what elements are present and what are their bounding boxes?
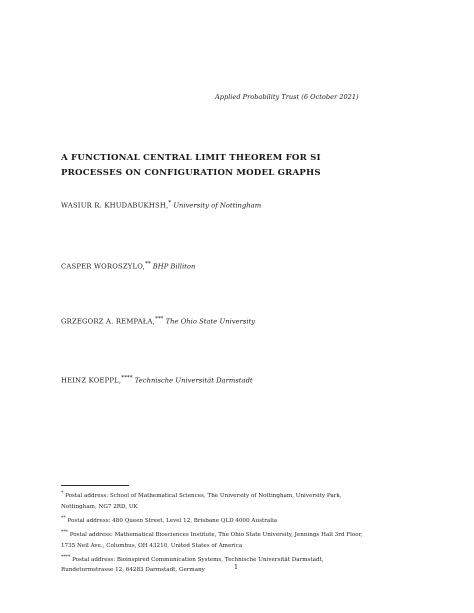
footnote-text: Postal address: Bioinspired Communication Systems, Technische Universität Darmstadt, Rundeturmstrasse 12, 64283 Darmstadt, Germany [61,556,324,574]
author-line [61,316,255,325]
running-head: Applied Probability Trust (6 October 2021) [215,93,359,101]
footnote-text: Postal address: 480 Queen Street, Level 12, Brisbane QLD 4000 Australia [67,517,278,524]
footnote-text: Postal address: School of Mathematical Sciences, The University of Nottingham, University Park, Nottingham, NG7 2RD, UK [61,492,342,510]
author-footnote-mark: ** [144,261,151,267]
footnote-mark: ** [61,515,66,521]
paper-title: A FUNCTIONAL CENTRAL LIMIT THEOREM FOR SI PROCESSES ON CONFIGURATION MODEL GRAPHS [61,153,321,178]
author-name: GRZEGORZ A. REMPAŁA, [61,317,155,326]
footnotes [61,488,373,576]
author-footnote-mark: *** [154,316,164,322]
author-affiliation: University of Nottingham [173,201,262,210]
footnote [61,488,373,513]
footnote-mark: *** [61,529,68,535]
author-line [61,261,195,270]
footnote-mark: * [61,491,64,496]
page-number: 1 [233,563,239,571]
author-affiliation: Technische Universität Darmstadt [134,376,253,385]
author-name: WASIUR R. KHUDABUKHSH, [61,201,169,210]
footnote-mark: **** [61,554,71,560]
author-name: HEINZ KOEPPL, [61,376,122,385]
author-footnote-mark: * [168,200,172,206]
footnote-rule [61,485,129,486]
author-line [61,375,253,384]
author-line [61,200,261,209]
author-footnote-mark: **** [121,375,133,381]
footnote-text: Postal address: Mathematical Biosciences Institute, The Ohio State University, Jennings Hall 3rd Floor, 1735 Neil Ave., Columbus, OH 43210, United States of America [61,531,363,549]
author-affiliation: The Ohio State University [165,317,256,326]
footnote [61,552,373,577]
footnote [61,513,373,527]
author-name: CASPER WOROSZYLO, [61,262,145,271]
author-affiliation: BHP Billiton [152,262,196,271]
footnote [61,527,373,552]
